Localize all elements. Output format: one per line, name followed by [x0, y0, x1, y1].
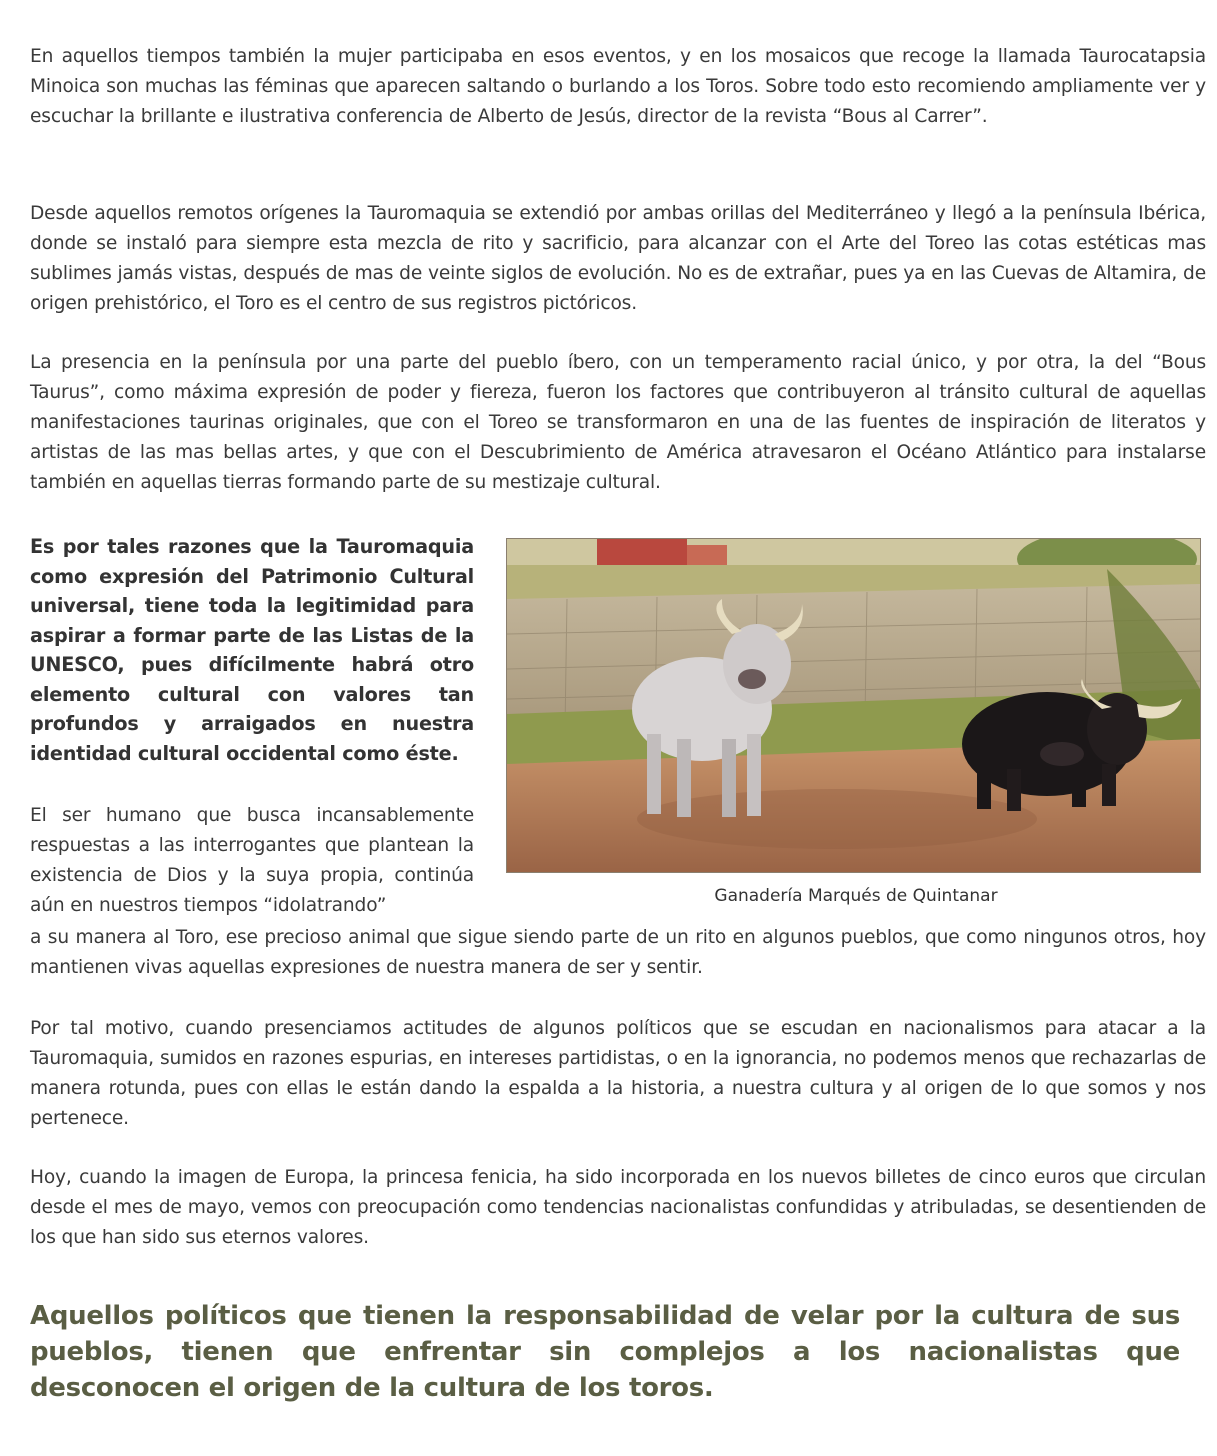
lead-paragraph-unesco: Es por tales razones que la Tauromaquia como expresión del Patrimonio Cultural universal, tiene toda la legitimidad para aspirar a formar parte de las Listas de la UNESCO, pues difícilmente habrá otro elemento cultural con valores tan profundos y arraigados en nuestra identidad cultural occidental como éste.	[30, 535, 474, 765]
photo-caption: Ganadería Marqués de Quintanar	[714, 886, 998, 906]
bulls-photo-illustration	[507, 539, 1200, 872]
paragraph-origins: Desde aquellos remotos orígenes la Tauromaquia se extendió por ambas orillas del Mediterráneo y llegó a la península Ibérica, donde se instaló para siempre esta mezcla de rito y sacrificio, para alcanzar con el Arte del Toreo las cotas estéticas mas sublimes jamás vistas, después de mas de veinte siglos de evolución. No es de extrañar, pues ya en las Cuevas de Altamira, de origen prehistórico, el Toro es el centro de sus registros pictóricos.	[30, 203, 1206, 314]
paragraph-human-being-part2: a su manera al Toro, ese precioso animal que sigue siendo parte de un rito en algunos pueblos, que como ningunos otros, hoy mantienen vivas aquellas expresiones de nuestra manera de ser y sentir.	[30, 927, 1206, 978]
paragraph-taurocatapsia: En aquellos tiempos también la mujer participaba en esos eventos, y en los mosaicos que recoge la llamada Taurocatapsia Minoica son muchas las féminas que aparecen saltando o burlando a los Toros. Sobre todo esto recomiendo ampliamente ver y escuchar la brillante e ilustrativa conferencia de Alberto de Jesús, director de la revista “Bous al Carrer”.	[30, 46, 1206, 127]
closing-statement: Aquellos políticos que tienen la responsabilidad de velar por la cultura de sus pueblos, tienen que enfrentar sin complejos a los nacionalistas que desconocen el origen de la cultura de los toros.	[30, 1301, 1180, 1403]
paragraph-europa: Hoy, cuando la imagen de Europa, la princesa fenicia, ha sido incorporada en los nuevos billetes de cinco euros que circulan desde el mes de mayo, vemos con preocupación como tendencias nacionalistas confundidas y atribuladas, se desentienden de los que han sido sus eternos valores.	[30, 1167, 1206, 1248]
paragraph-human-being-part1: El ser humano que busca incansablemente respuestas a las interrogantes que plantean la existencia de Dios y la suya propia, continúa aún en nuestros tiempos “idolatrando”	[30, 805, 474, 916]
photo-red-building	[597, 539, 687, 569]
paragraph-iberian-presence: La presencia en la península por una parte del pueblo íbero, con un temperamento racial único, y por otra, la del “Bous Taurus”, como máxima expresión de poder y fiereza, fueron los factores que contribuyeron al tránsito cultural de aquellas manifestaciones taurinas originales, que con el Toreo se transformaron en una de las fuentes de inspiración de literatos y artistas de las mas bellas artes, y que con el Descubrimiento de América atravesaron el Océano Atlántico para instalarse también en aquellas tierras formando parte de su mestizaje cultural.	[30, 352, 1206, 493]
paragraph-politicians: Por tal motivo, cuando presenciamos actitudes de algunos políticos que se escudan en nacionalismos para atacar a la Tauromaquia, sumidos en razones espurias, en intereses partidistas, o en la ignorancia, no podemos menos que rechazarlas de manera rotunda, pues con ellas le están dando la espalda a la historia, a nuestra cultura y al origen de lo que somos y nos pertenece.	[30, 1018, 1206, 1129]
bulls-photo	[506, 538, 1201, 873]
